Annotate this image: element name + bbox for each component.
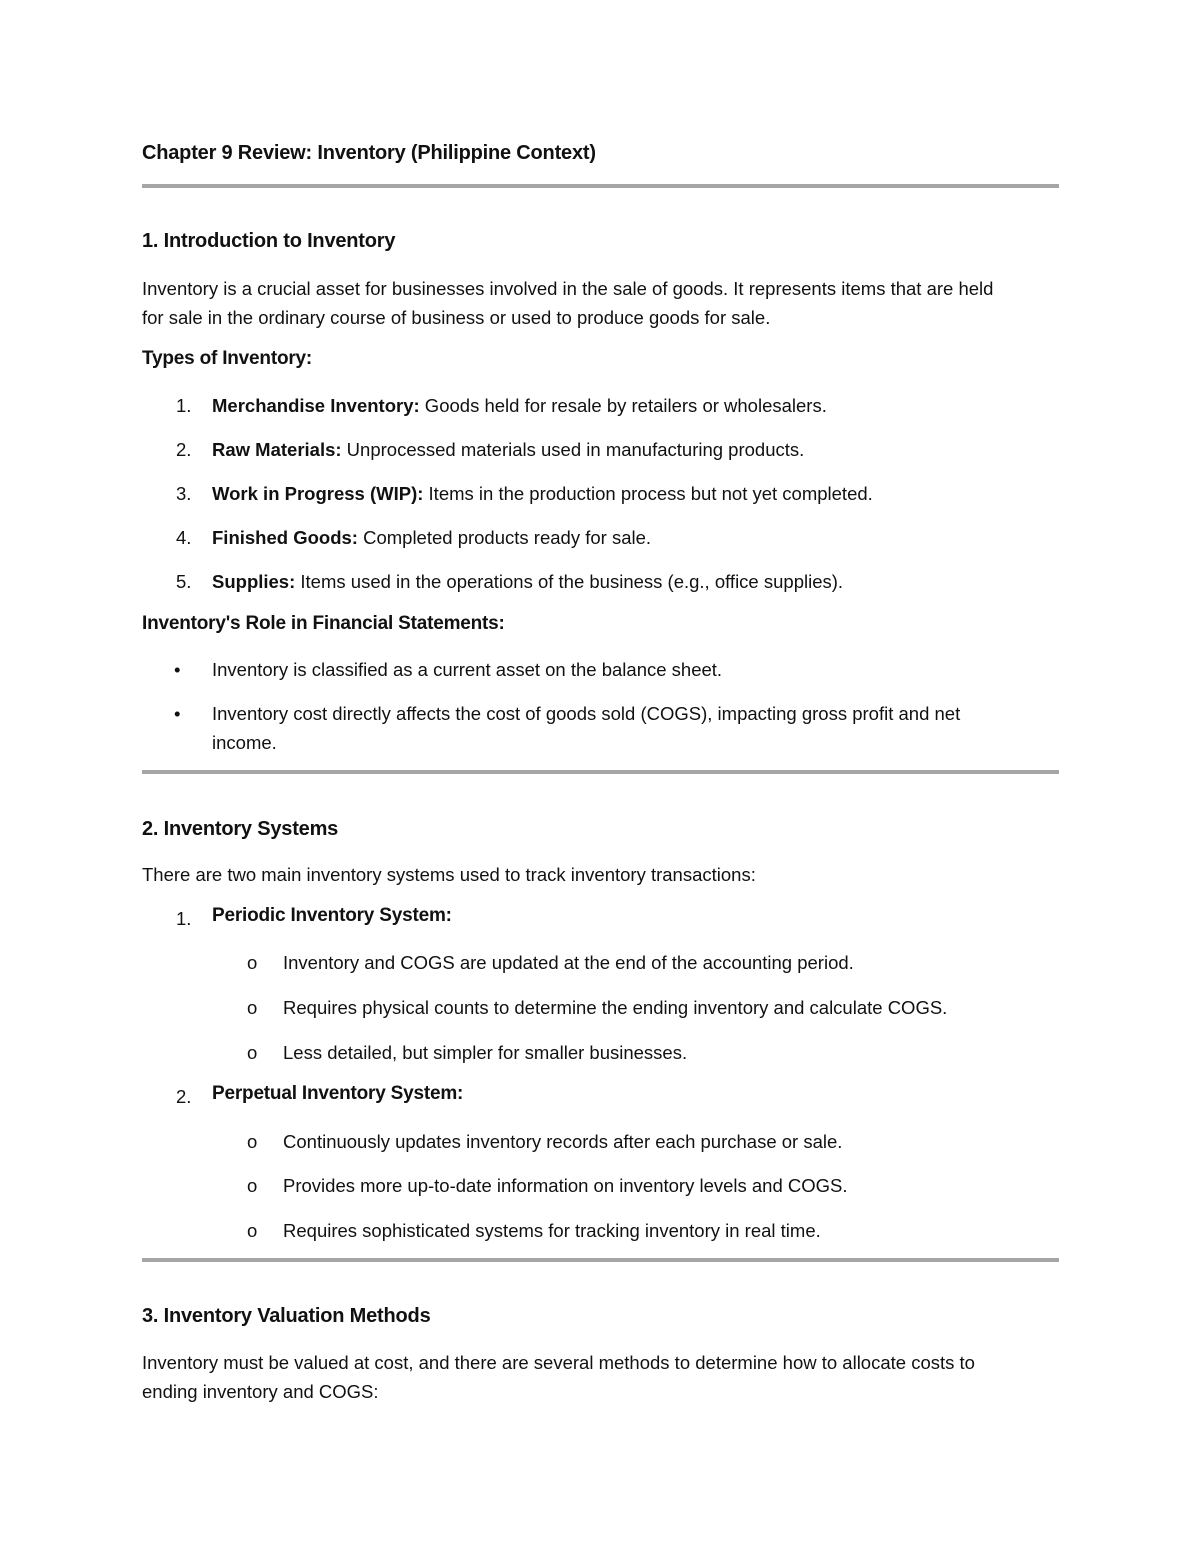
list-item	[212, 391, 827, 420]
list-item	[212, 567, 843, 596]
bullet-item: Inventory cost directly affects the cost of goods sold (COGS), impacting gross profit and net	[212, 703, 961, 724]
list-number: 5.	[176, 571, 192, 592]
bullet-item: Inventory is classified as a current asset on the balance sheet.	[212, 659, 723, 680]
sub-bullet-item: Continuously updates inventory records after each purchase or sale.	[283, 1131, 843, 1152]
section-1-intro-line-2: for sale in the ordinary course of business or used to produce goods for sale.	[142, 307, 771, 328]
sub-bullet-icon: o	[247, 1175, 258, 1196]
sub-bullet-item: Requires sophisticated systems for tracking inventory in real time.	[283, 1220, 821, 1241]
bullet-item-continued: income.	[212, 732, 277, 753]
bullet-icon: •	[174, 659, 181, 680]
types-heading: Types of Inventory:	[142, 348, 313, 369]
sub-bullet-item: Inventory and COGS are updated at the end of the accounting period.	[283, 952, 854, 973]
role-heading: Inventory's Role in Financial Statements:	[142, 613, 505, 634]
sub-bullet-item: Requires physical counts to determine the ending inventory and calculate COGS.	[283, 997, 948, 1018]
sub-bullet-item: Provides more up-to-date information on inventory levels and COGS.	[283, 1175, 848, 1196]
list-number: 2.	[176, 439, 192, 460]
divider	[142, 1258, 1059, 1262]
list-item	[212, 435, 804, 464]
list-number: 1.	[176, 908, 192, 929]
list-item-desc: Unprocessed materials used in manufacturing products.	[341, 439, 805, 460]
list-item-term: Work in Progress (WIP):	[212, 483, 424, 504]
list-number: 1.	[176, 395, 192, 416]
divider	[142, 184, 1059, 188]
list-item-desc: Items used in the operations of the business (e.g., office supplies).	[295, 571, 844, 592]
sub-bullet-item: Less detailed, but simpler for smaller businesses.	[283, 1042, 688, 1063]
sub-bullet-icon: o	[247, 997, 258, 1018]
section-3-heading: 3. Inventory Valuation Methods	[142, 1305, 431, 1327]
list-item	[212, 479, 873, 508]
list-item-term: Supplies:	[212, 571, 296, 592]
section-1-intro-line-1: Inventory is a crucial asset for businesses involved in the sale of goods. It represents items that are held	[142, 278, 994, 299]
list-number: 3.	[176, 483, 192, 504]
sub-bullet-icon: o	[247, 1220, 258, 1241]
list-number: 4.	[176, 527, 192, 548]
list-item-desc: Goods held for resale by retailers or wholesalers.	[419, 395, 827, 416]
list-item-desc: Completed products ready for sale.	[357, 527, 652, 548]
section-1-heading: 1. Introduction to Inventory	[142, 230, 396, 252]
divider	[142, 770, 1059, 774]
list-item-desc: Items in the production process but not yet completed.	[423, 483, 873, 504]
system-name: Perpetual Inventory System:	[212, 1083, 464, 1104]
list-item-term: Merchandise Inventory:	[212, 395, 420, 416]
section-3-intro-line-1: Inventory must be valued at cost, and there are several methods to determine how to allocate costs to	[142, 1352, 975, 1373]
list-item-term: Finished Goods:	[212, 527, 358, 548]
page-title: Chapter 9 Review: Inventory (Philippine Context)	[142, 142, 596, 164]
list-item	[212, 523, 651, 552]
sub-bullet-icon: o	[247, 1131, 258, 1152]
section-2-intro: There are two main inventory systems used to track inventory transactions:	[142, 864, 756, 885]
section-3-intro-line-2: ending inventory and COGS:	[142, 1381, 379, 1402]
sub-bullet-icon: o	[247, 1042, 258, 1063]
sub-bullet-icon: o	[247, 952, 258, 973]
section-2-heading: 2. Inventory Systems	[142, 818, 339, 840]
bullet-icon: •	[174, 703, 181, 724]
list-item-term: Raw Materials:	[212, 439, 342, 460]
system-name: Periodic Inventory System:	[212, 905, 452, 926]
list-number: 2.	[176, 1086, 192, 1107]
